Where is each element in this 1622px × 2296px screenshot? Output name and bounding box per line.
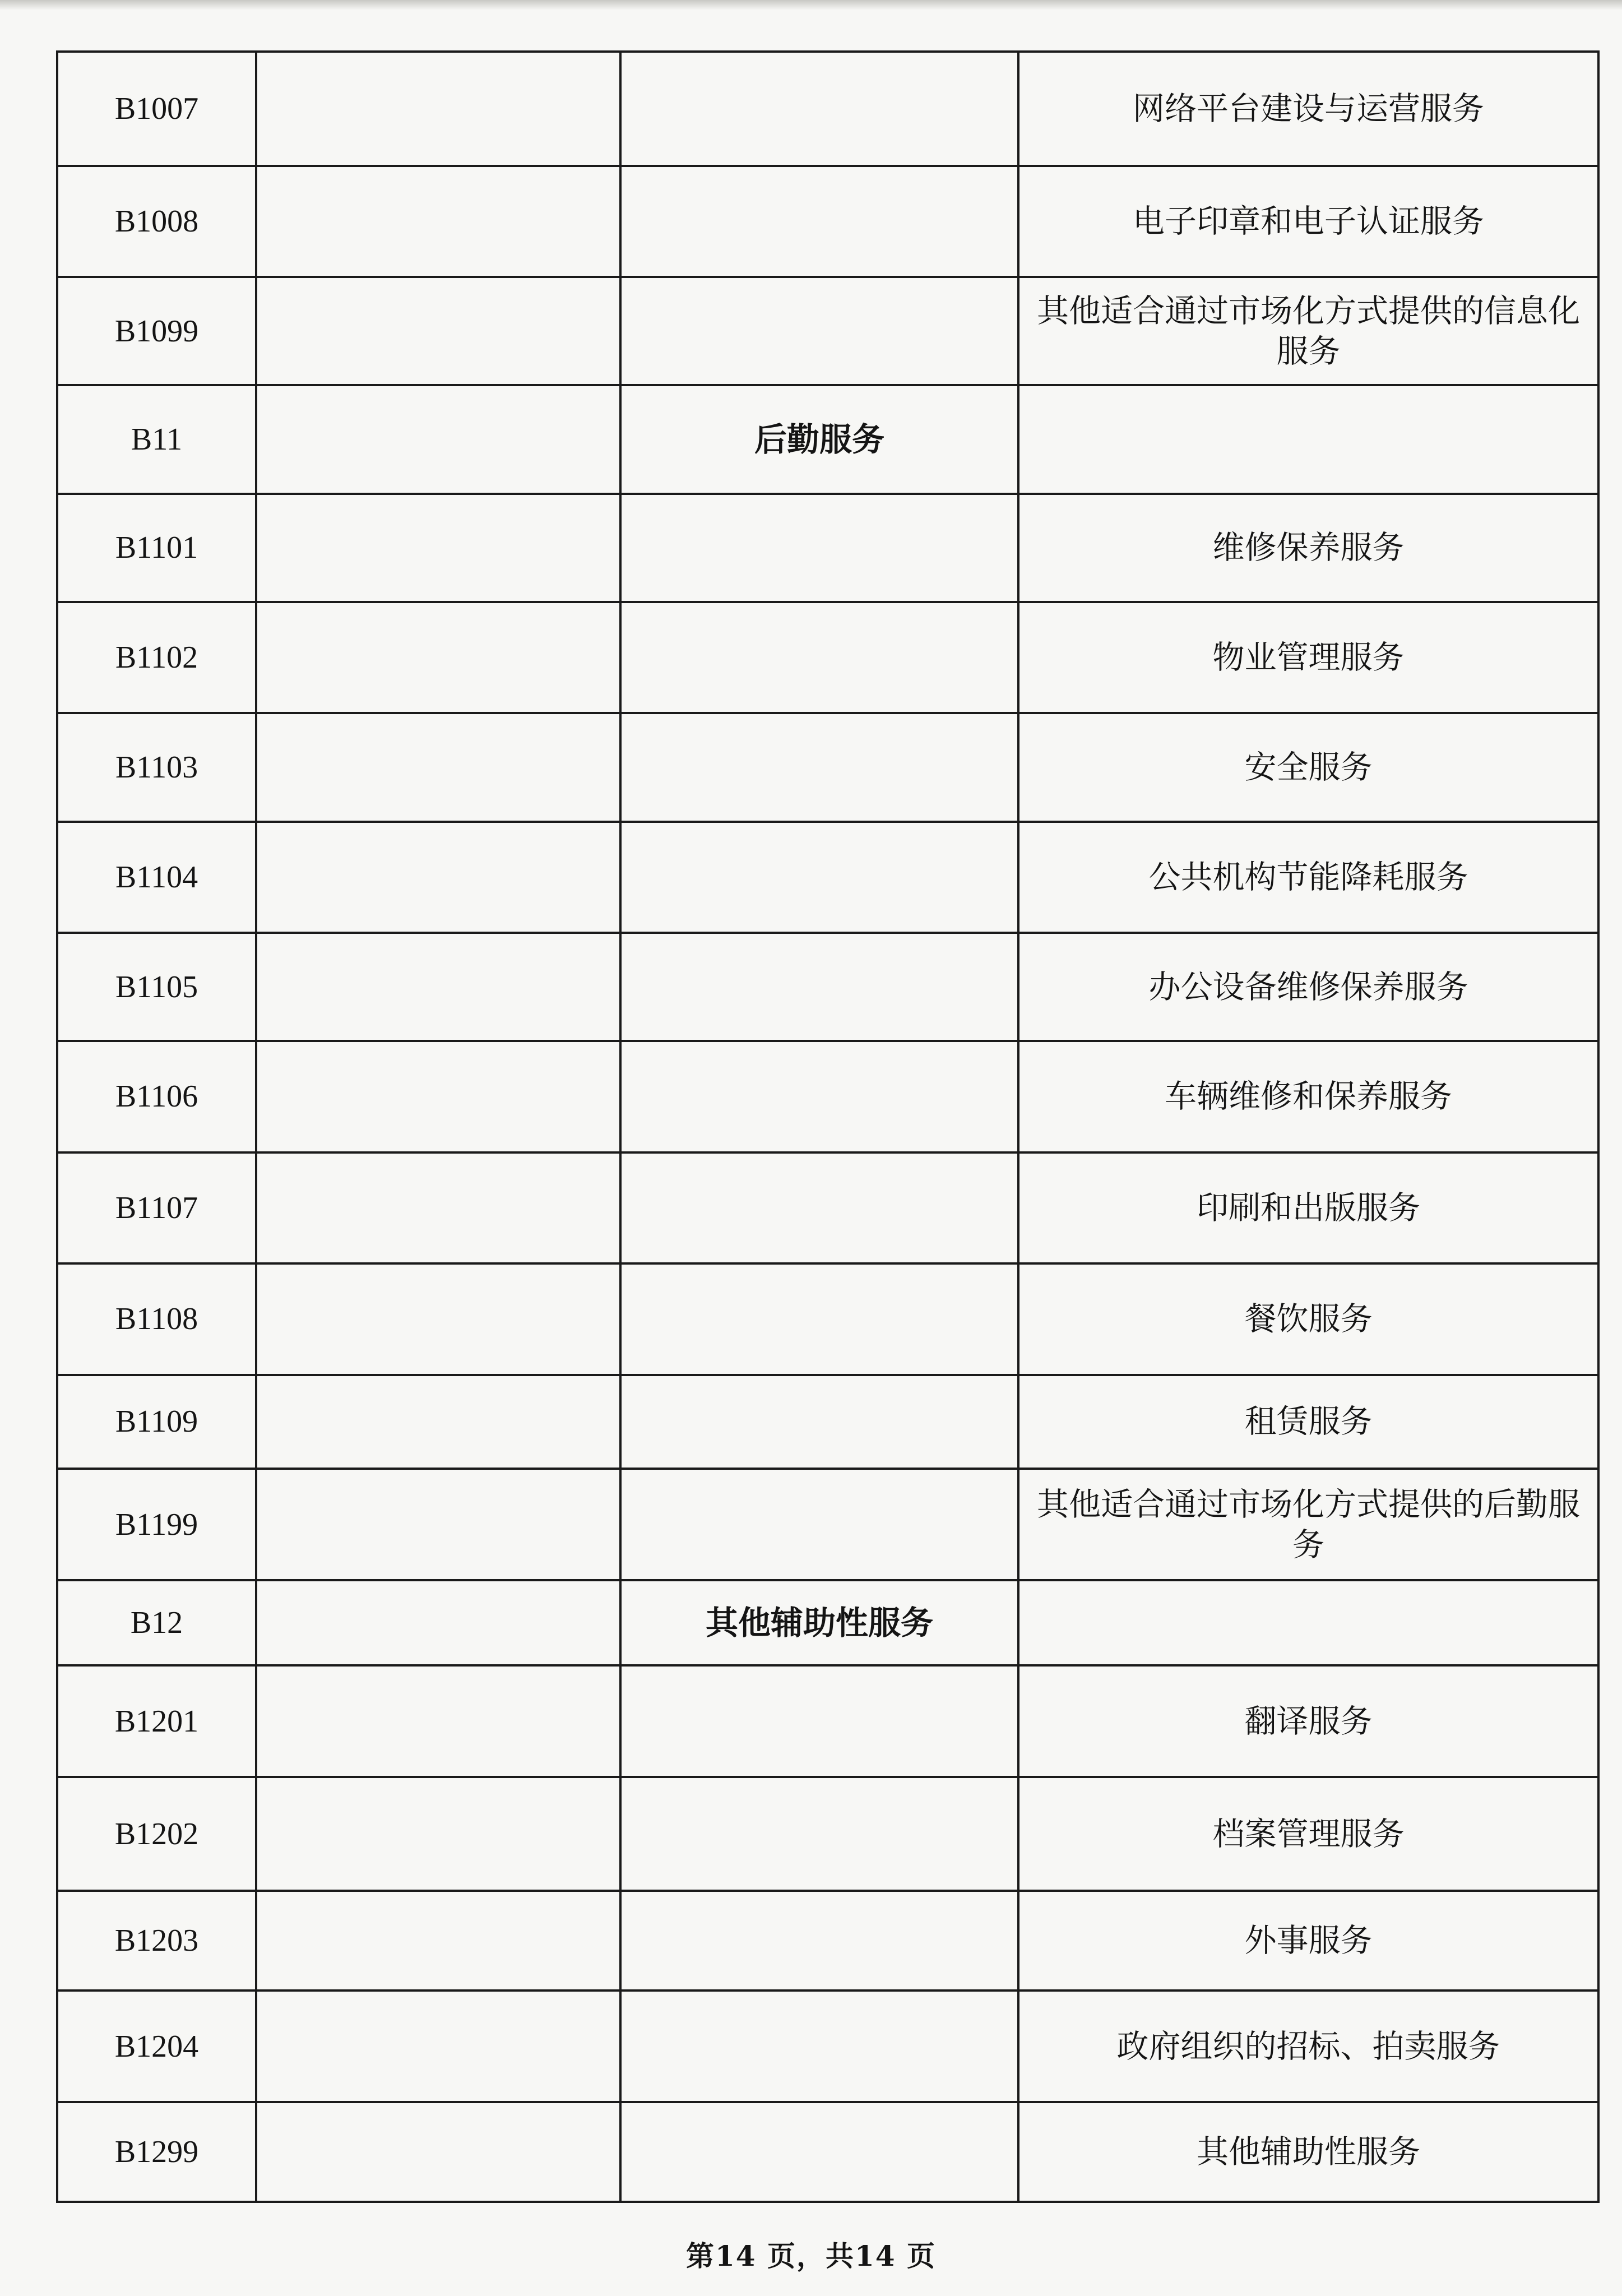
item-cell: 其他辅助性服务	[1018, 2102, 1598, 2202]
item-cell: 租赁服务	[1018, 1375, 1598, 1469]
category-cell	[620, 713, 1018, 821]
code-cell: B1107	[57, 1152, 256, 1263]
blank-cell	[256, 1665, 620, 1776]
item-cell: 办公设备维修保养服务	[1018, 933, 1598, 1041]
blank-cell	[256, 1891, 620, 1991]
item-cell: 维修保养服务	[1018, 494, 1598, 602]
item-cell: 其他适合通过市场化方式提供的后勤服务	[1018, 1469, 1598, 1580]
code-cell: B1204	[57, 1991, 256, 2101]
category-cell	[620, 1152, 1018, 1263]
blank-cell	[256, 1263, 620, 1374]
table-row	[57, 52, 1598, 166]
item-cell	[1018, 385, 1598, 493]
code-cell: B1108	[57, 1263, 256, 1374]
code-cell: B1105	[57, 933, 256, 1041]
blank-cell	[256, 713, 620, 821]
category-cell	[620, 1991, 1018, 2101]
blank-cell	[256, 822, 620, 933]
code-cell: B1201	[57, 1665, 256, 1776]
blank-cell	[256, 602, 620, 713]
category-cell	[620, 166, 1018, 277]
page-footer	[0, 2234, 1622, 2274]
table-row	[57, 1891, 1598, 1991]
category-cell	[620, 1777, 1018, 1891]
blank-cell	[256, 385, 620, 493]
category-cell	[620, 1263, 1018, 1374]
item-cell: 安全服务	[1018, 713, 1598, 821]
blank-cell	[256, 1469, 620, 1580]
item-cell: 车辆维修和保养服务	[1018, 1041, 1598, 1152]
blank-cell	[256, 2102, 620, 2202]
code-cell: B1203	[57, 1891, 256, 1991]
table-body	[57, 52, 1598, 2202]
item-cell: 其他适合通过市场化方式提供的信息化服务	[1018, 277, 1598, 385]
category-cell	[620, 2102, 1018, 2202]
page-number-current: 14	[715, 2239, 757, 2272]
code-cell: B1299	[57, 2102, 256, 2202]
code-cell: B1202	[57, 1777, 256, 1891]
code-cell: B1104	[57, 822, 256, 933]
code-cell: B1101	[57, 494, 256, 602]
table-row	[57, 1777, 1598, 1891]
blank-cell	[256, 1152, 620, 1263]
table-row	[57, 494, 1598, 602]
item-cell: 物业管理服务	[1018, 602, 1598, 713]
blank-cell	[256, 933, 620, 1041]
category-cell	[620, 822, 1018, 933]
category-cell	[620, 1375, 1018, 1469]
table-row	[57, 713, 1598, 821]
category-cell	[620, 52, 1018, 166]
item-cell: 政府组织的招标、拍卖服务	[1018, 1991, 1598, 2101]
table-row	[57, 602, 1598, 713]
code-cell: B1199	[57, 1469, 256, 1580]
category-cell	[620, 494, 1018, 602]
blank-cell	[256, 277, 620, 385]
page-number-total: 14	[855, 2239, 896, 2272]
table-row	[57, 1991, 1598, 2101]
blank-cell	[256, 1041, 620, 1152]
item-cell: 公共机构节能降耗服务	[1018, 822, 1598, 933]
table-row	[57, 822, 1598, 933]
code-cell: B1008	[57, 166, 256, 277]
page-number-mid: 页，共	[756, 2239, 855, 2272]
category-cell	[620, 602, 1018, 713]
category-cell: 后勤服务	[620, 385, 1018, 493]
code-cell: B1007	[57, 52, 256, 166]
blank-cell	[256, 1991, 620, 2101]
blank-cell	[256, 52, 620, 166]
category-cell	[620, 933, 1018, 1041]
blank-cell	[256, 1777, 620, 1891]
code-cell: B12	[57, 1580, 256, 1666]
item-cell: 档案管理服务	[1018, 1777, 1598, 1891]
table-row	[57, 1665, 1598, 1776]
table-row	[57, 1152, 1598, 1263]
table-row	[57, 2102, 1598, 2202]
table-row	[57, 1375, 1598, 1469]
table-row	[57, 1580, 1598, 1666]
category-cell	[620, 1665, 1018, 1776]
item-cell: 餐饮服务	[1018, 1263, 1598, 1374]
table-row	[57, 166, 1598, 277]
item-cell: 电子印章和电子认证服务	[1018, 166, 1598, 277]
table-row	[57, 1263, 1598, 1374]
service-catalog-table	[56, 50, 1600, 2203]
page-number-prefix: 第	[685, 2239, 715, 2272]
item-cell	[1018, 1580, 1598, 1666]
code-cell: B1099	[57, 277, 256, 385]
table-row	[57, 1041, 1598, 1152]
category-cell	[620, 277, 1018, 385]
category-cell	[620, 1041, 1018, 1152]
item-cell: 网络平台建设与运营服务	[1018, 52, 1598, 166]
code-cell: B1102	[57, 602, 256, 713]
table-row	[57, 277, 1598, 385]
code-cell: B11	[57, 385, 256, 493]
code-cell: B1103	[57, 713, 256, 821]
table-row	[57, 1469, 1598, 1580]
table-row	[57, 385, 1598, 493]
item-cell: 印刷和出版服务	[1018, 1152, 1598, 1263]
page-edge-shadow	[0, 0, 1622, 10]
blank-cell	[256, 1580, 620, 1666]
blank-cell	[256, 1375, 620, 1469]
category-cell: 其他辅助性服务	[620, 1580, 1018, 1666]
category-cell	[620, 1469, 1018, 1580]
code-cell: B1106	[57, 1041, 256, 1152]
category-cell	[620, 1891, 1018, 1991]
code-cell: B1109	[57, 1375, 256, 1469]
page-number-suffix: 页	[896, 2239, 937, 2272]
table-row	[57, 933, 1598, 1041]
item-cell: 翻译服务	[1018, 1665, 1598, 1776]
item-cell: 外事服务	[1018, 1891, 1598, 1991]
blank-cell	[256, 494, 620, 602]
blank-cell	[256, 166, 620, 277]
